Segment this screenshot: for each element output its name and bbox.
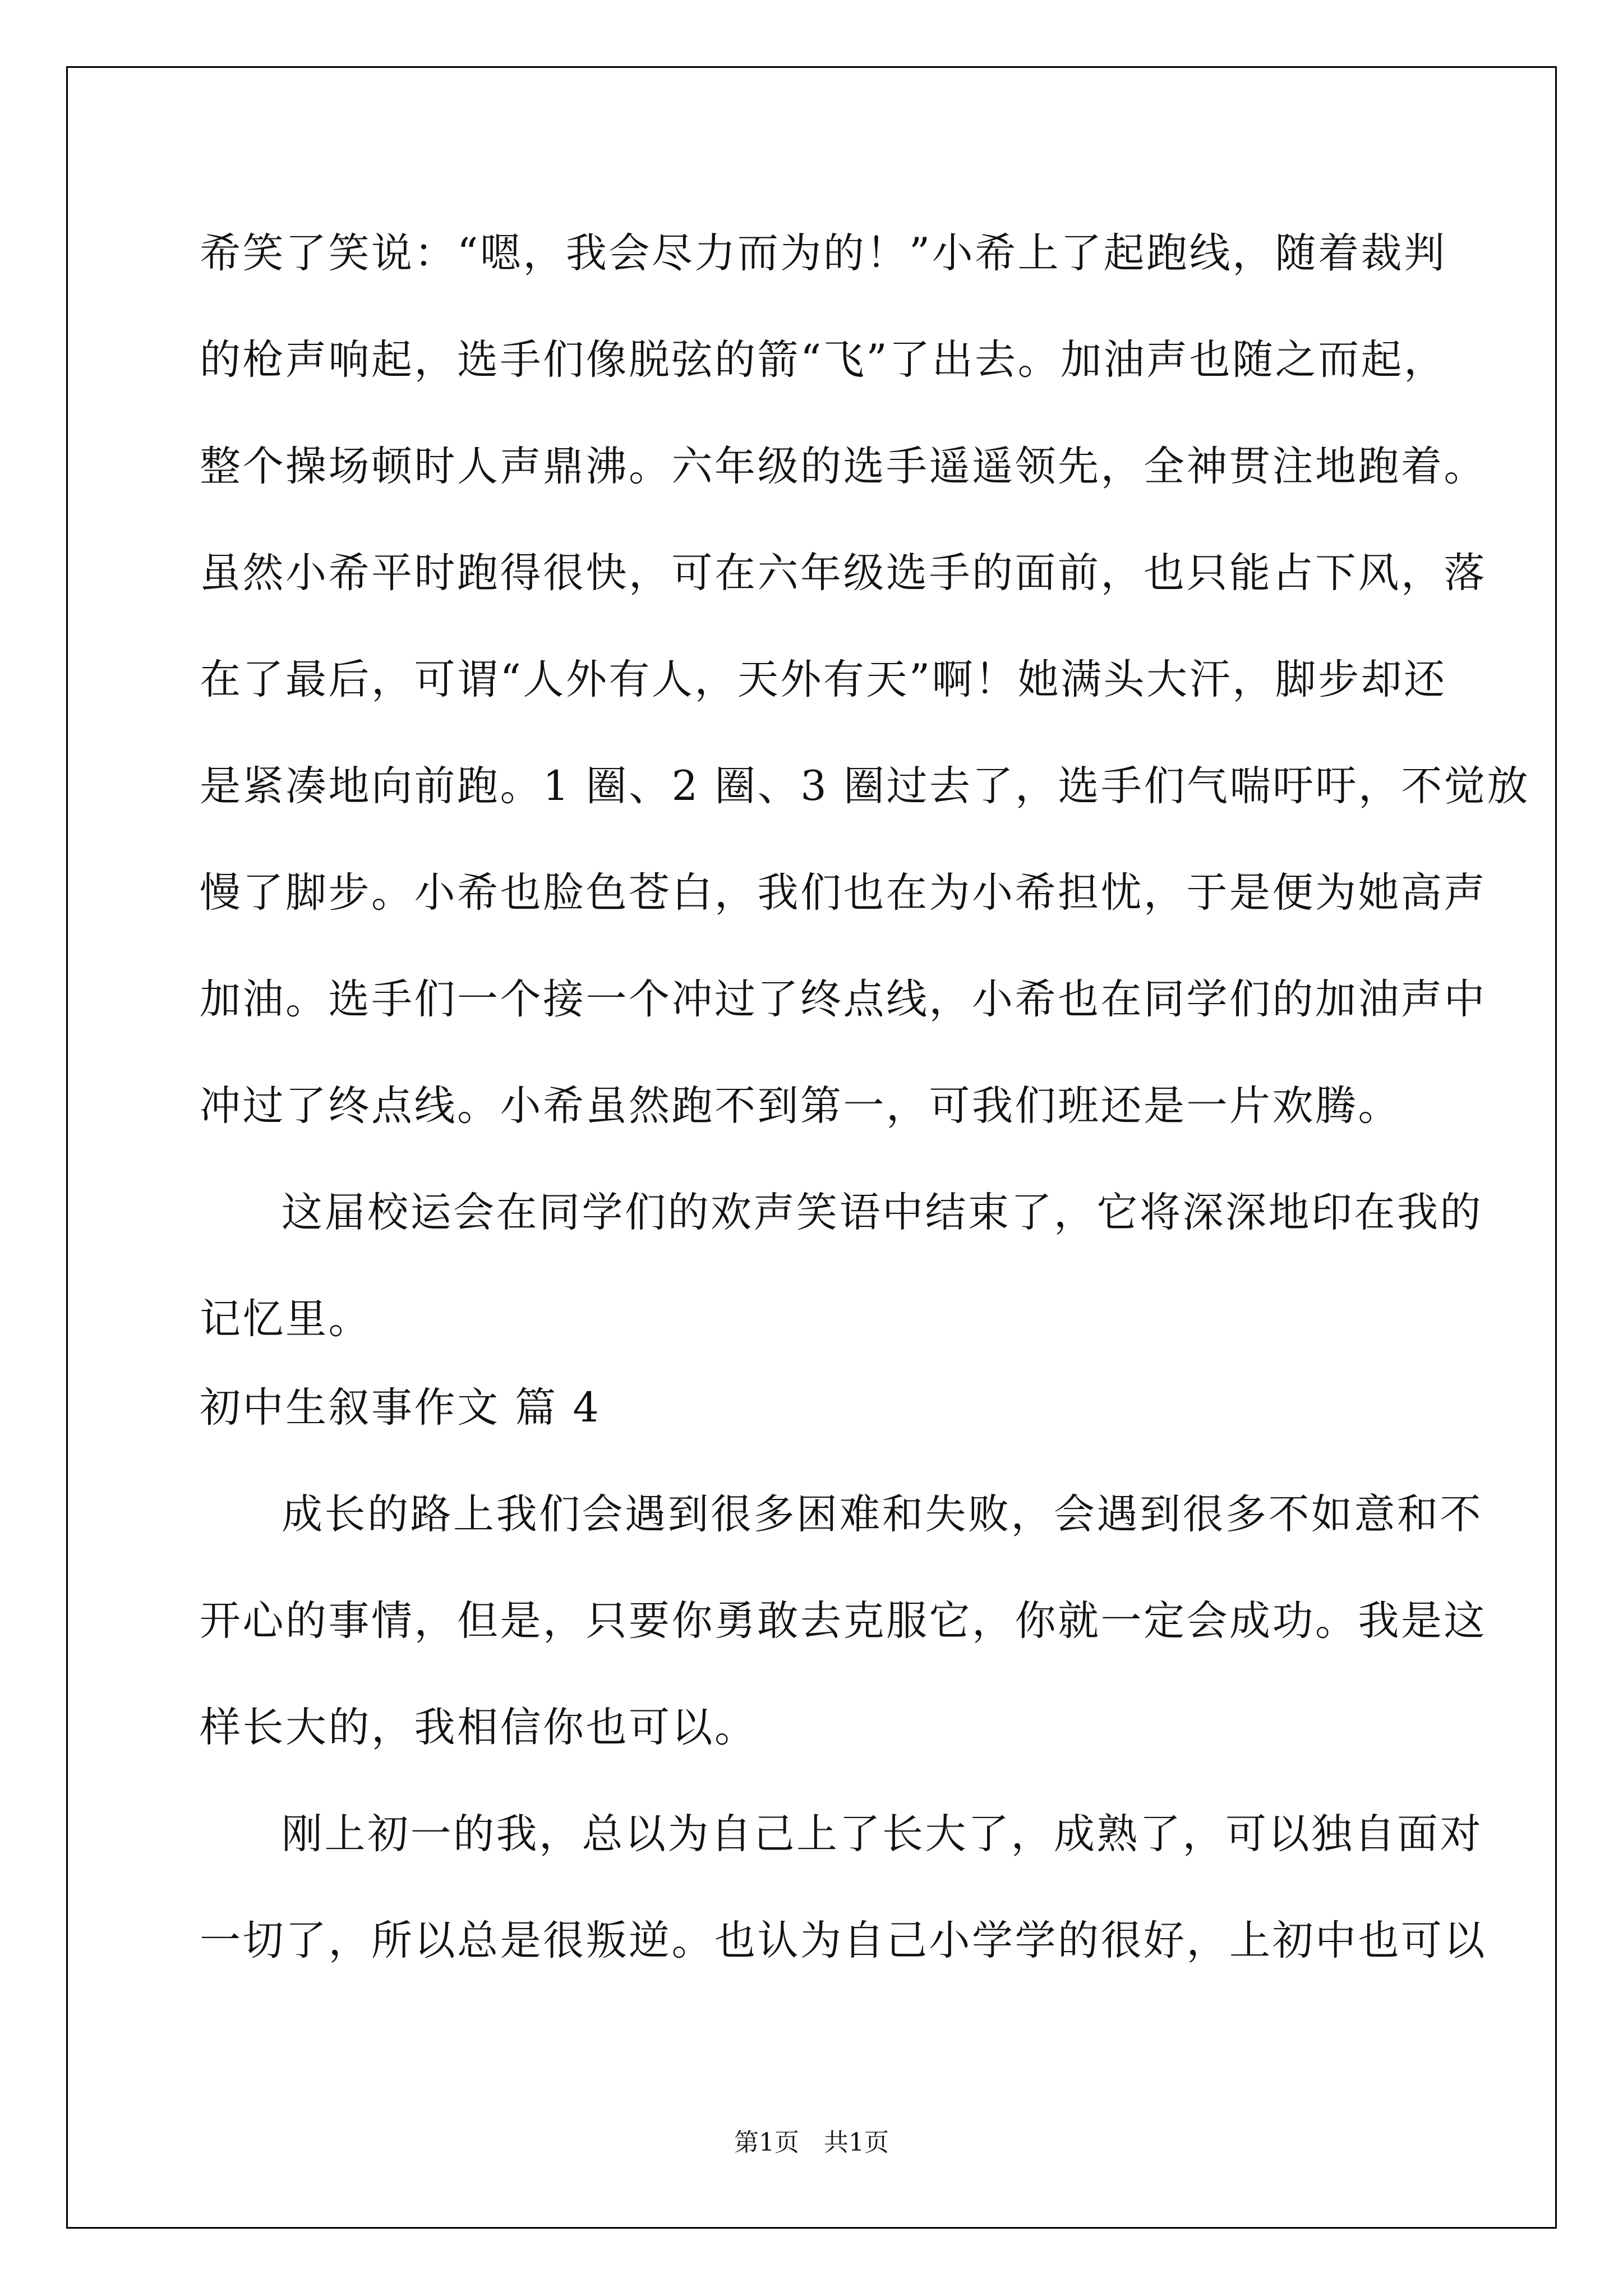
text-line: 一切了，所以总是很叛逆。也认为自己小学学的很好，上初中也可以 [200,1917,1487,1964]
text-line: 虽然小希平时跑得很快，可在六年级选手的面前，也只能占下风，落 [200,549,1487,597]
text-line: 样长大的，我相信你也可以。 [200,1704,758,1751]
text-line: 慢了脚步。小希也脸色苍白，我们也在为小希担忧，于是便为她高声 [200,869,1487,917]
paragraph-first-line: 成长的路上我们会遇到很多困难和失败，会遇到很多不如意和不 [282,1490,1483,1538]
text-line: 整个操场顿时人声鼎沸。六年级的选手遥遥领先，全神贯注地跑着。 [200,443,1487,490]
text-line: 记忆里。 [200,1295,371,1343]
paragraph-first-line: 这届校运会在同学们的欢声笑语中结束了，它将深深地印在我的 [282,1189,1483,1236]
text-line: 的枪声响起，选手们像脱弦的箭“飞”了出去。加油声也随之而起， [200,336,1447,384]
paragraph-first-line: 刚上初一的我，总以为自己上了长大了，成熟了，可以独自面对 [282,1810,1483,1858]
text-line: 在了最后，可谓“人外有人，天外有天”啊！她满头大汗，脚步却还 [200,656,1447,703]
page-footer: 第1页 共1页 [734,2128,889,2157]
section-heading: 初中生叙事作文 篇 4 [200,1384,601,1432]
text-line: 是紧凑地向前跑。1 圈、2 圈、3 圈过去了，选手们气喘吁吁，不觉放 [200,762,1530,810]
text-line: 冲过了终点线。小希虽然跑不到第一，可我们班还是一片欢腾。 [200,1082,1401,1130]
page-border [66,66,1557,2229]
text-line: 加油。选手们一个接一个冲过了终点线，小希也在同学们的加油声中 [200,976,1487,1023]
text-line: 希笑了笑说：“嗯，我会尽力而为的！”小希上了起跑线，随着裁判 [200,229,1447,277]
text-line: 开心的事情，但是，只要你勇敢去克服它，你就一定会成功。我是这 [200,1597,1487,1645]
